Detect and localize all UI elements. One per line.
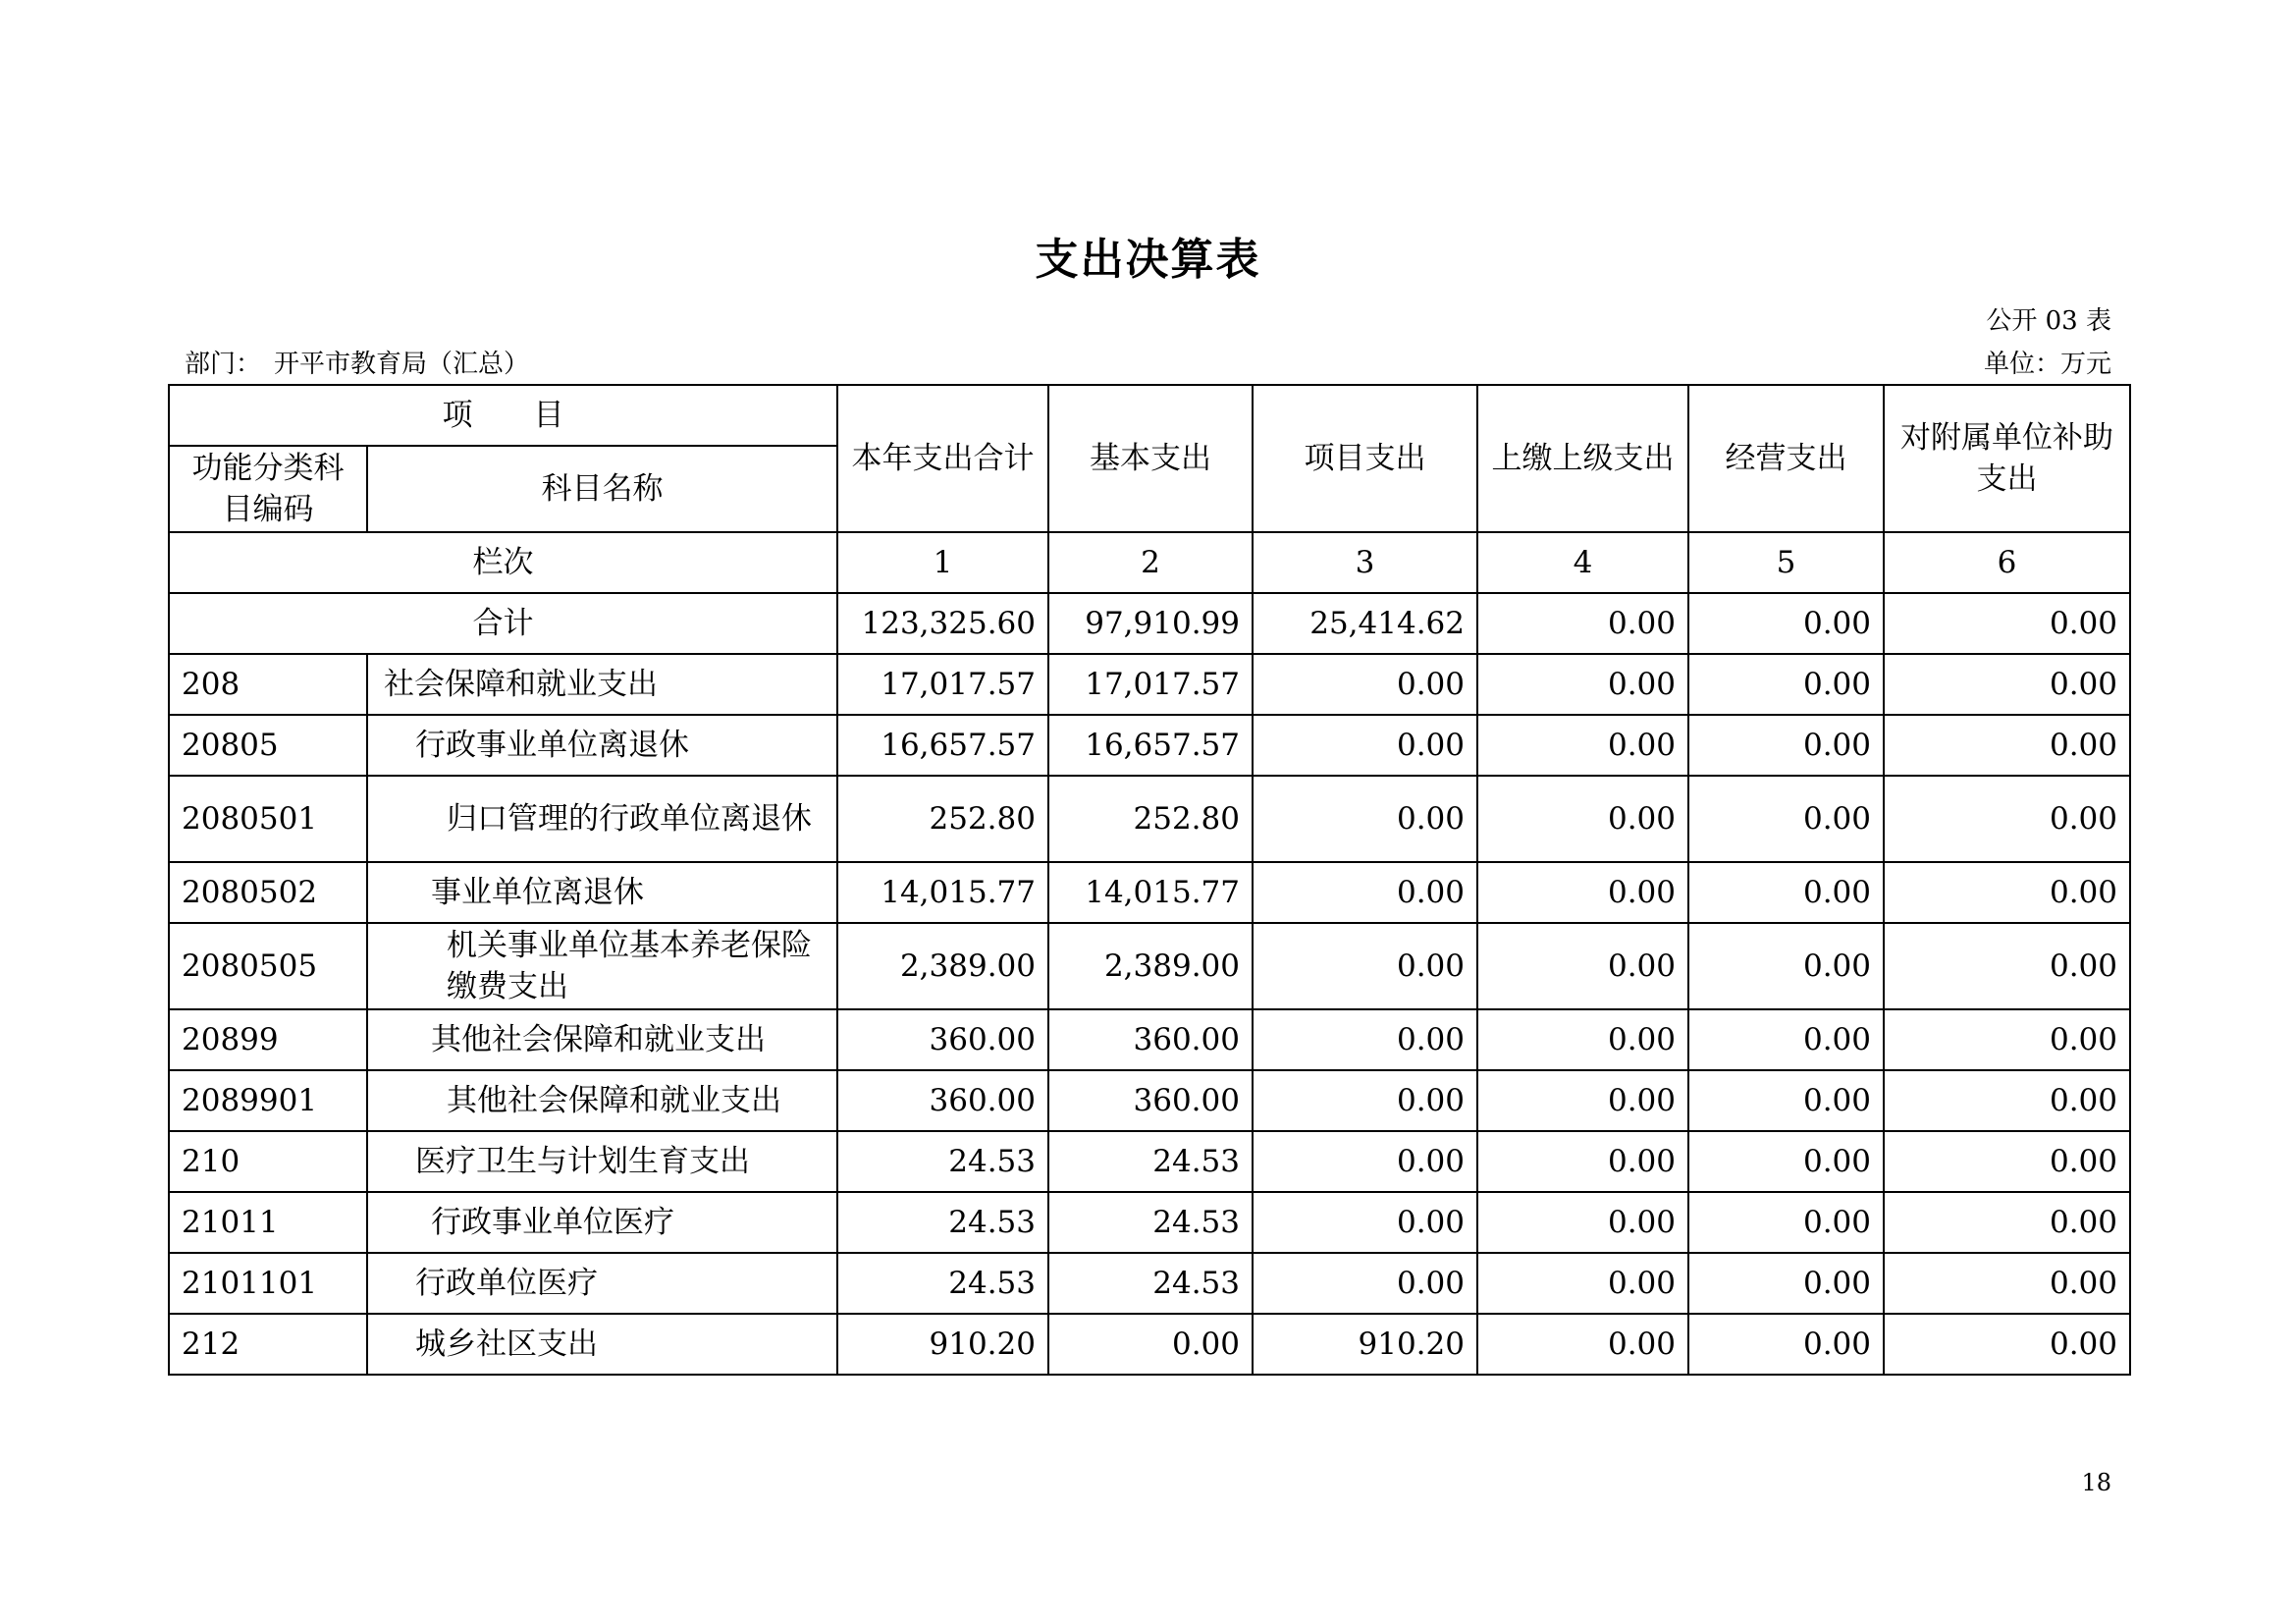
amount-cell: 0.00 <box>1688 715 1884 776</box>
subject-name: 行政单位医疗 <box>367 1253 837 1314</box>
amount-cell: 24.53 <box>837 1253 1048 1314</box>
subject-name: 城乡社区支出 <box>367 1314 837 1375</box>
amount-cell: 0.00 <box>1477 862 1688 923</box>
total-value: 25,414.62 <box>1253 593 1477 654</box>
amount-cell: 0.00 <box>1477 1009 1688 1070</box>
amount-cell: 0.00 <box>1253 1192 1477 1253</box>
header-col-3: 项目支出 <box>1253 385 1477 532</box>
amount-cell: 0.00 <box>1688 1314 1884 1375</box>
amount-cell: 0.00 <box>1477 1253 1688 1314</box>
table-row <box>169 654 2130 715</box>
amount-cell: 0.00 <box>1884 715 2130 776</box>
total-value: 97,910.99 <box>1048 593 1253 654</box>
amount-cell: 0.00 <box>1253 1070 1477 1131</box>
amount-cell: 0.00 <box>1477 776 1688 862</box>
amount-cell: 0.00 <box>1884 1070 2130 1131</box>
header-col-4: 上缴上级支出 <box>1477 385 1688 532</box>
form-number: 公开 03 表 <box>1986 306 2111 336</box>
total-value: 0.00 <box>1477 593 1688 654</box>
amount-cell: 0.00 <box>1253 654 1477 715</box>
amount-cell: 24.53 <box>1048 1253 1253 1314</box>
amount-cell: 24.53 <box>837 1131 1048 1192</box>
amount-cell: 14,015.77 <box>837 862 1048 923</box>
amount-cell: 0.00 <box>1688 1070 1884 1131</box>
page-number: 18 <box>2081 1469 2111 1496</box>
amount-cell: 24.53 <box>1048 1131 1253 1192</box>
amount-cell: 0.00 <box>1253 923 1477 1009</box>
total-label: 合计 <box>169 593 837 654</box>
subject-name: 医疗卫生与计划生育支出 <box>367 1131 837 1192</box>
amount-cell: 0.00 <box>1477 923 1688 1009</box>
amount-cell: 0.00 <box>1884 1314 2130 1375</box>
header-item: 项 目 <box>169 385 837 446</box>
table-row <box>169 1009 2130 1070</box>
subject-name: 其他社会保障和就业支出 <box>367 1009 837 1070</box>
amount-cell: 0.00 <box>1884 862 2130 923</box>
amount-cell: 24.53 <box>837 1192 1048 1253</box>
column-number: 5 <box>1688 532 1884 593</box>
column-number: 6 <box>1884 532 2130 593</box>
column-number: 2 <box>1048 532 1253 593</box>
amount-cell: 0.00 <box>1884 654 2130 715</box>
amount-cell: 0.00 <box>1253 1131 1477 1192</box>
amount-cell: 0.00 <box>1884 1009 2130 1070</box>
amount-cell: 0.00 <box>1477 715 1688 776</box>
column-number-label: 栏次 <box>169 532 837 593</box>
table-row <box>169 776 2130 862</box>
amount-cell: 0.00 <box>1477 1070 1688 1131</box>
table-row <box>169 1131 2130 1192</box>
amount-cell: 0.00 <box>1688 776 1884 862</box>
total-value: 123,325.60 <box>837 593 1048 654</box>
amount-cell: 0.00 <box>1688 1131 1884 1192</box>
unit-label: 单位：万元 <box>1983 350 2111 379</box>
amount-cell: 0.00 <box>1688 923 1884 1009</box>
subject-code: 20805 <box>169 715 367 776</box>
expenditure-table <box>168 384 2131 1376</box>
table-row <box>169 1192 2130 1253</box>
amount-cell: 360.00 <box>837 1070 1048 1131</box>
subject-name: 社会保障和就业支出 <box>367 654 837 715</box>
column-number: 1 <box>837 532 1048 593</box>
amount-cell: 0.00 <box>1688 1253 1884 1314</box>
subject-code: 208 <box>169 654 367 715</box>
amount-cell: 0.00 <box>1477 1314 1688 1375</box>
subject-code: 210 <box>169 1131 367 1192</box>
amount-cell: 0.00 <box>1688 1009 1884 1070</box>
amount-cell: 360.00 <box>1048 1009 1253 1070</box>
amount-cell: 0.00 <box>1884 776 2130 862</box>
amount-cell: 0.00 <box>1253 862 1477 923</box>
amount-cell: 0.00 <box>1688 862 1884 923</box>
amount-cell: 0.00 <box>1884 923 2130 1009</box>
subject-name: 归口管理的行政单位离退休 <box>367 776 837 862</box>
amount-cell: 0.00 <box>1253 776 1477 862</box>
header-col-6: 对附属单位补助支出 <box>1884 385 2130 532</box>
table-row <box>169 862 2130 923</box>
amount-cell: 0.00 <box>1477 1131 1688 1192</box>
header-col-2: 基本支出 <box>1048 385 1253 532</box>
amount-cell: 0.00 <box>1253 715 1477 776</box>
amount-cell: 360.00 <box>1048 1070 1253 1131</box>
subject-code: 2080501 <box>169 776 367 862</box>
amount-cell: 252.80 <box>837 776 1048 862</box>
table-row <box>169 715 2130 776</box>
subject-name: 机关事业单位基本养老保险缴费支出 <box>367 923 837 1009</box>
subject-code: 2080505 <box>169 923 367 1009</box>
subject-code: 2089901 <box>169 1070 367 1131</box>
amount-cell: 0.00 <box>1884 1253 2130 1314</box>
amount-cell: 0.00 <box>1884 1192 2130 1253</box>
amount-cell: 0.00 <box>1477 654 1688 715</box>
table-row <box>169 1253 2130 1314</box>
subject-name: 事业单位离退休 <box>367 862 837 923</box>
amount-cell: 0.00 <box>1688 1192 1884 1253</box>
subject-name: 行政事业单位离退休 <box>367 715 837 776</box>
amount-cell: 0.00 <box>1048 1314 1253 1375</box>
amount-cell: 24.53 <box>1048 1192 1253 1253</box>
header-row-1 <box>169 385 2130 446</box>
table-row <box>169 1314 2130 1375</box>
subject-code: 21011 <box>169 1192 367 1253</box>
subject-code: 2101101 <box>169 1253 367 1314</box>
amount-cell: 2,389.00 <box>1048 923 1253 1009</box>
header-name: 科目名称 <box>367 446 837 532</box>
column-number: 3 <box>1253 532 1477 593</box>
amount-cell: 0.00 <box>1253 1253 1477 1314</box>
amount-cell: 910.20 <box>1253 1314 1477 1375</box>
amount-cell: 17,017.57 <box>837 654 1048 715</box>
column-number-row <box>169 532 2130 593</box>
amount-cell: 14,015.77 <box>1048 862 1253 923</box>
amount-cell: 0.00 <box>1477 1192 1688 1253</box>
amount-cell: 17,017.57 <box>1048 654 1253 715</box>
total-row <box>169 593 2130 654</box>
amount-cell: 0.00 <box>1253 1009 1477 1070</box>
subject-name: 行政事业单位医疗 <box>367 1192 837 1253</box>
header-col-1: 本年支出合计 <box>837 385 1048 532</box>
total-value: 0.00 <box>1688 593 1884 654</box>
amount-cell: 2,389.00 <box>837 923 1048 1009</box>
total-value: 0.00 <box>1884 593 2130 654</box>
department-label: 部门： 开平市教育局（汇总） <box>185 350 530 379</box>
amount-cell: 0.00 <box>1688 654 1884 715</box>
amount-cell: 0.00 <box>1884 1131 2130 1192</box>
header-col-5: 经营支出 <box>1688 385 1884 532</box>
header-code: 功能分类科目编码 <box>169 446 367 532</box>
table-row <box>169 1070 2130 1131</box>
table-row <box>169 923 2130 1009</box>
subject-name: 其他社会保障和就业支出 <box>367 1070 837 1131</box>
amount-cell: 16,657.57 <box>837 715 1048 776</box>
amount-cell: 360.00 <box>837 1009 1048 1070</box>
page-title: 支出决算表 <box>1035 235 1261 285</box>
amount-cell: 16,657.57 <box>1048 715 1253 776</box>
subject-code: 2080502 <box>169 862 367 923</box>
column-number: 4 <box>1477 532 1688 593</box>
table-body <box>169 654 2130 1375</box>
amount-cell: 252.80 <box>1048 776 1253 862</box>
amount-cell: 910.20 <box>837 1314 1048 1375</box>
subject-code: 212 <box>169 1314 367 1375</box>
subject-code: 20899 <box>169 1009 367 1070</box>
